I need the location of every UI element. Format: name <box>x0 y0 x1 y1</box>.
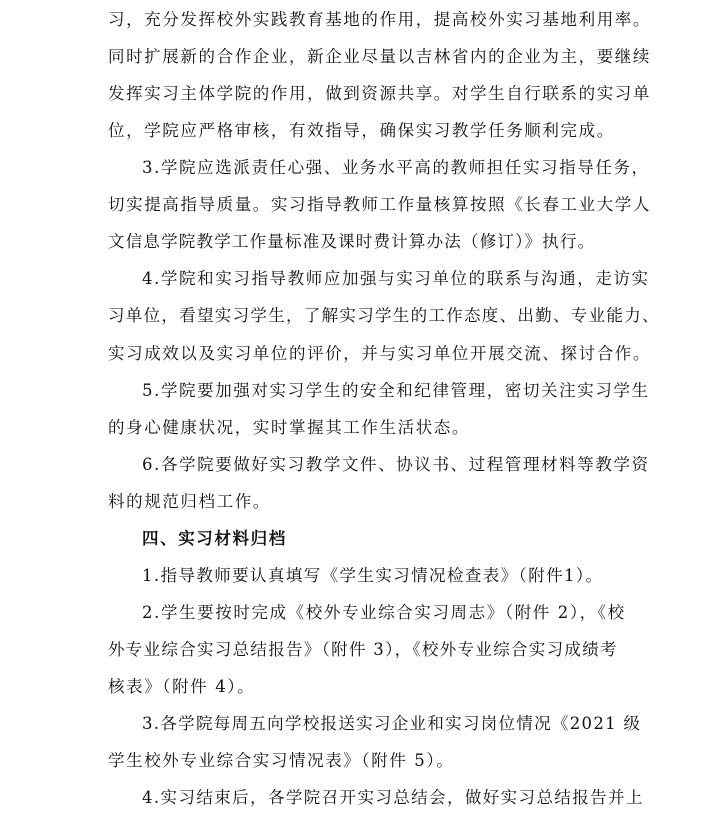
line-text: 发挥实习主体学院的作用，做到资源共享。对学生自行联系的实习单 <box>108 84 651 103</box>
line-text: 料的规范归档工作。 <box>108 492 271 511</box>
line-text: 切实提高指导质量。实习指导教师工作量核算按照《长春工业大学人 <box>108 195 651 214</box>
text-line <box>0 450 712 480</box>
text-line <box>0 635 712 665</box>
text-line <box>0 746 712 776</box>
text-line <box>0 339 712 369</box>
line-text: 3.各学院每周五向学校报送实习企业和实习岗位情况《2021 级 <box>142 714 642 733</box>
line-text: 习单位，看望实习学生，了解实习学生的工作态度、出勤、专业能力、 <box>108 306 660 325</box>
heading-text: 四、实习材料归档 <box>142 529 287 548</box>
text-line <box>0 672 712 702</box>
text-line <box>0 264 712 294</box>
line-text: 4.实习结束后，各学院召开实习总结会，做好实习总结报告并上 <box>142 788 644 807</box>
text-line <box>0 42 712 72</box>
line-text: 3.学院应选派责任心强、业务水平高的教师担任实习指导任务， <box>142 158 650 177</box>
line-text: 位，学院应严格审核，有效指导，确保实习教学任务顺利完成。 <box>108 121 615 140</box>
text-line <box>0 376 712 406</box>
line-text: 文信息学院教学工作量标准及课时费计算办法（修订）》执行。 <box>108 232 596 251</box>
text-line <box>0 709 712 739</box>
line-text: 习，充分发挥校外实践教育基地的作用，提高校外实习基地利用率。 <box>108 10 651 29</box>
line-text: 学生校外专业综合实习情况表》（附件 5）。 <box>108 751 455 770</box>
text-line <box>0 413 712 443</box>
text-line <box>0 227 712 257</box>
line-text: 2.学生要按时完成《校外专业综合实习周志》（附件 2），《校 <box>142 603 626 622</box>
text-line <box>0 487 712 517</box>
text-line <box>0 190 712 220</box>
line-text: 1.指导教师要认真填写《学生实习情况检查表》（附件1）。 <box>142 566 604 585</box>
line-text: 核表》（附件 4）。 <box>108 677 256 696</box>
section-heading <box>0 524 712 554</box>
line-text: 外专业综合实习总结报告》（附件 3），《校外专业综合实习成绩考 <box>108 640 618 659</box>
line-text: 的身心健康状况，实时掌握其工作生活状态。 <box>108 418 470 437</box>
text-line <box>0 116 712 146</box>
text-line <box>0 783 712 813</box>
line-text: 5.学院要加强对实习学生的安全和纪律管理，密切关注实习学生 <box>142 381 650 400</box>
line-text: 4.学院和实习指导教师应加强与实习单位的联系与沟通，走访实 <box>142 269 650 288</box>
text-line <box>0 598 712 628</box>
text-line <box>0 5 712 35</box>
text-line <box>0 301 712 331</box>
line-text: 同时扩展新的合作企业，新企业尽量以吉林省内的企业为主，要继续 <box>108 47 651 66</box>
line-text: 6.各学院要做好实习教学文件、协议书、过程管理材料等教学资 <box>142 455 650 474</box>
line-text: 实习成效以及实习单位的评价，并与实习单位开展交流、探讨合作。 <box>108 344 651 363</box>
text-line <box>0 79 712 109</box>
text-line <box>0 153 712 183</box>
text-line <box>0 561 712 591</box>
